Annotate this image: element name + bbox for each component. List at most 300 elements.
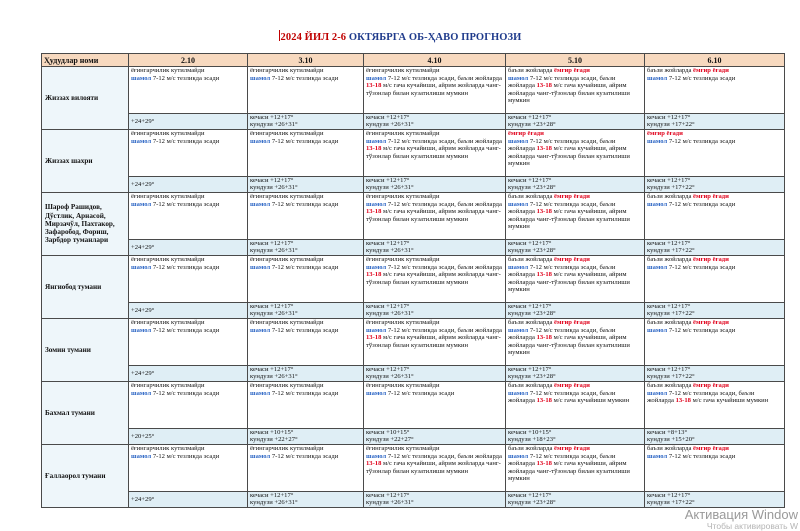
region-weather-row [42,193,785,240]
temp-day: кундузи +23+28° [508,184,556,192]
highlight-wind: шамол [250,326,271,334]
forecast-text: 7-12 м/с тезликда эсади, баъзи жойларда [386,74,502,82]
temperature-cell [248,492,364,508]
temperature-cell [248,303,364,319]
highlight-wind: шамол [131,389,152,397]
temp-night: кечаси +10+15° [366,429,410,436]
temperature-cell [506,177,645,193]
temperature-cell [248,114,364,130]
temperature-cell: +24+29° [129,240,248,256]
forecast-text: ёғингарчилик кутилмайди [250,130,324,137]
forecast-text: баъзи жойларда [508,193,555,200]
temperature-cell [506,429,645,445]
highlight-wind: шамол [647,452,668,460]
forecast-text: м/с гача кучайиши, айрим жойларда чанг-тўзонлар билан кузатилиши мумкин [508,208,630,231]
highlight-red: 13-18 [536,334,552,342]
highlight-wind: шамол [647,200,668,208]
highlight-red: ёмғир ёғади [554,445,590,452]
forecast-text: ёғингарчилик кутилмайди [131,193,205,200]
forecast-text: 7-12 м/с тезликда эсади [667,137,736,145]
forecast-text: м/с гача кучайиши, айрим жойларда чанг-тўзонлар билан кузатилиши мумкин [508,145,630,168]
forecast-text: м/с гача кучайиши, айрим жойларда чанг-тўзонлар билан кузатилиши мумкин [366,82,501,97]
highlight-red: ёмғир ёғади [554,382,590,389]
highlight-red: ёмғир ёғади [508,130,544,137]
temperature-cell: +24+29° [129,303,248,319]
weather-cell [645,445,785,492]
weather-cell [248,256,364,303]
forecast-text: ёғингарчилик кутилмайди [366,445,440,452]
forecast-body [42,67,785,508]
forecast-text: баъзи жойларда [647,382,694,389]
region-name: Янгиобод тумани [42,256,129,319]
temperature-cell [364,303,506,319]
weather-cell [506,319,645,366]
highlight-red: 13-18 [366,145,382,153]
highlight-wind: шамол [366,200,387,208]
forecast-text: ёғингарчилик кутилмайди [250,67,324,74]
forecast-text: ёғингарчилик кутилмайди [131,382,205,389]
highlight-wind: шамол [131,137,152,145]
forecast-text: баъзи жойларда [508,382,555,389]
forecast-text: 7-12 м/с тезликда эсади [151,74,220,82]
highlight-red: 13-18 [536,271,552,279]
forecast-text: 7-12 м/с тезликда эсади, баъзи жойларда [508,263,616,279]
highlight-wind: шамол [508,137,529,145]
forecast-text: 7-12 м/с тезликда эсади [151,263,220,271]
highlight-wind: шамол [131,263,152,271]
highlight-wind: шамол [131,200,152,208]
highlight-red: 13-18 [536,397,552,405]
temp-day: кундузи +22+27° [366,436,414,444]
temperature-cell [506,114,645,130]
highlight-wind: шамол [250,200,271,208]
temp-night: кечаси +10+15° [508,429,552,436]
temp-night: кечаси +12+17° [647,492,691,499]
temperature-cell [506,366,645,382]
highlight-red: ёмғир ёғади [693,319,729,326]
temp-day: кундузи +22+27° [250,436,298,444]
highlight-wind: шамол [366,452,387,460]
temp-day: кундузи +26+31° [366,499,414,507]
weather-cell [129,193,248,240]
temperature-cell: +24+29° [129,492,248,508]
highlight-wind: шамол [250,74,271,82]
temp-night: кечаси +10+15° [250,429,294,436]
highlight-red: ёмғир ёғади [554,256,590,263]
temp-night: кечаси +12+17° [366,177,410,184]
forecast-text: 7-12 м/с тезликда эсади, баъзи жойларда [508,326,616,342]
temperature-cell: +24+29° [129,114,248,130]
weather-cell [506,445,645,492]
region-weather-row [42,256,785,303]
header-day: 2.10 [129,54,248,67]
forecast-text: 7-12 м/с тезликда эсади [151,452,220,460]
weather-cell [248,67,364,114]
highlight-red: ёмғир ёғади [554,193,590,200]
highlight-red: 13-18 [366,334,382,342]
temperature-cell [364,429,506,445]
temp-night: кечаси +12+17° [508,303,552,310]
forecast-text: ёғингарчилик кутилмайди [250,256,324,263]
temperature-cell [645,303,785,319]
temperature-cell [364,177,506,193]
forecast-text: 7-12 м/с тезликда эсади [270,389,339,397]
weather-cell [364,319,506,366]
region-weather-row [42,445,785,492]
weather-cell [645,67,785,114]
forecast-text: 7-12 м/с тезликда эсади [151,137,220,145]
highlight-red: ёмғир ёғади [647,130,683,137]
weather-cell [364,130,506,177]
region-name: Зомин тумани [42,319,129,382]
highlight-wind: шамол [366,263,387,271]
temperature-cell [645,177,785,193]
temp-day: кундузи +17+22° [647,247,695,255]
temp-night: кечаси +12+17° [366,114,410,121]
temp-night: кечаси +12+17° [366,303,410,310]
forecast-text: ёғингарчилик кутилмайди [366,193,440,200]
highlight-red: ёмғир ёғади [554,319,590,326]
region-temp-row [42,114,785,130]
highlight-wind: шамол [508,452,529,460]
forecast-text: 7-12 м/с тезликда эсади [270,137,339,145]
temp-day: кундузи +23+28° [508,310,556,318]
forecast-text: 7-12 м/с тезликда эсади [270,452,339,460]
forecast-text: ёғингарчилик кутилмайди [250,382,324,389]
forecast-text: м/с гача кучайиши, айрим жойларда чанг-тўзонлар билан кузатилиши мумкин [508,82,630,105]
temperature-cell [248,366,364,382]
weather-cell [506,256,645,303]
temp-night: кечаси +12+17° [647,114,691,121]
text-cursor [279,30,280,41]
forecast-text: баъзи жойларда [508,256,555,263]
weather-cell [364,256,506,303]
forecast-text: 7-12 м/с тезликда эсади, баъзи жойларда [386,137,502,145]
weather-cell [364,382,506,429]
highlight-wind: шамол [131,74,152,82]
forecast-text: ёғингарчилик кутилмайди [366,382,440,389]
weather-cell [248,319,364,366]
weather-cell [645,193,785,240]
forecast-text: ёғингарчилик кутилмайди [131,256,205,263]
temp-night: кечаси +8+13° [647,429,688,436]
forecast-text: м/с гача кучайиши мумкин [551,397,630,405]
temp-night: кечаси +12+17° [250,492,294,499]
forecast-text: баъзи жойларда [647,445,694,452]
weather-cell [506,130,645,177]
temperature-cell [364,366,506,382]
temp-night: кечаси +12+17° [250,114,294,121]
forecast-text: м/с гача кучайиши, айрим жойларда чанг-тўзонлар билан кузатилиши мумкин [508,271,630,294]
temp-day: кундузи +18+23° [508,436,556,444]
temperature-cell [248,429,364,445]
highlight-red: ёмғир ёғади [693,445,729,452]
forecast-text: м/с гача кучайиши, айрим жойларда чанг-тўзонлар билан кузатилиши мумкин [508,334,630,357]
forecast-text: м/с гача кучайиши, айрим жойларда чанг-тўзонлар билан кузатилиши мумкин [366,334,501,349]
temp-night: кечаси +12+17° [250,303,294,310]
temp-day: кундузи +26+31° [250,373,298,381]
title-date: 2024 ЙИЛ 2-6 [280,32,347,43]
forecast-text: 7-12 м/с тезликда эсади, баъзи жойларда [508,452,616,468]
highlight-wind: шамол [647,263,668,271]
forecast-text: ёғингарчилик кутилмайди [366,67,440,74]
forecast-text: м/с гача кучайиши мумкин [690,397,769,405]
temp-day: кундузи +17+22° [647,310,695,318]
temp-night: кечаси +12+17° [366,492,410,499]
forecast-text: ёғингарчилик кутилмайди [250,193,324,200]
temperature-cell [645,492,785,508]
temperature-cell [364,114,506,130]
weather-cell [645,256,785,303]
forecast-text: 7-12 м/с тезликда эсади [151,326,220,334]
temp-night: кечаси +12+17° [366,366,410,373]
highlight-red: ёмғир ёғади [693,382,729,389]
forecast-text: ёғингарчилик кутилмайди [366,130,440,137]
weather-cell [364,445,506,492]
region-name: Жиззах шахри [42,130,129,193]
highlight-wind: шамол [647,389,668,397]
highlight-red: ёмғир ёғади [554,67,590,74]
highlight-red: 13-18 [366,208,382,216]
temperature-cell [506,303,645,319]
forecast-text: 7-12 м/с тезликда эсади, баъзи жойларда [386,452,502,460]
weather-cell [129,130,248,177]
highlight-wind: шамол [508,74,529,82]
temp-day: кундузи +26+31° [250,247,298,255]
header-day: 3.10 [248,54,364,67]
temp-night: кечаси +12+17° [508,177,552,184]
weather-cell [248,193,364,240]
temperature-cell: +24+29° [129,366,248,382]
temp-day: кундузи +26+31° [366,184,414,192]
forecast-text: 7-12 м/с тезликда эсади, баъзи жойларда [508,74,616,90]
temp-day: кундузи +26+31° [250,121,298,129]
temp-night: кечаси +12+17° [647,177,691,184]
region-weather-row [42,382,785,429]
header-region: Ҳудудлар номи [42,54,129,67]
weather-cell [129,256,248,303]
weather-cell [248,130,364,177]
highlight-wind: шамол [250,263,271,271]
forecast-text: ёғингарчилик кутилмайди [131,319,205,326]
highlight-wind: шамол [131,326,152,334]
temperature-cell [506,240,645,256]
temperature-cell [506,492,645,508]
temp-night: кечаси +12+17° [366,240,410,247]
forecast-text: м/с гача кучайиши, айрим жойларда чанг-тўзонлар билан кузатилиши мумкин [366,271,501,286]
temp-day: кундузи +15+20° [647,436,695,444]
region-temp-row [42,240,785,256]
temp-day: кундузи +26+31° [250,184,298,192]
weather-cell [506,382,645,429]
highlight-wind: шамол [131,452,152,460]
weather-cell [364,193,506,240]
highlight-wind: шамол [250,452,271,460]
forecast-text: 7-12 м/с тезликда эсади [667,200,736,208]
forecast-text: ёғингарчилик кутилмайди [250,319,324,326]
highlight-red: 13-18 [366,271,382,279]
windows-activation-watermark: Активация Window [684,507,798,522]
temperature-cell: +24+29° [129,177,248,193]
region-temp-row [42,177,785,193]
highlight-wind: шамол [250,137,271,145]
temp-day: кундузи +26+31° [366,310,414,318]
weather-cell [364,67,506,114]
highlight-red: ёмғир ёғади [693,256,729,263]
region-name: Ғаллаорол тумани [42,445,129,508]
weather-cell [645,319,785,366]
highlight-wind: шамол [508,263,529,271]
title-text: ОКТЯБРГА ОБ-ҲАВО ПРОГНОЗИ [346,32,522,43]
highlight-wind: шамол [508,326,529,334]
temp-day: кундузи +26+31° [250,310,298,318]
forecast-text: ёғингарчилик кутилмайди [131,130,205,137]
forecast-text: 7-12 м/с тезликда эсади, баъзи жойларда [508,137,616,153]
forecast-text: 7-12 м/с тезликда эсади, баъзи жойларда [508,200,616,216]
temp-night: кечаси +12+17° [250,240,294,247]
forecast-text: 7-12 м/с тезликда эсади [151,389,220,397]
temp-day: кундузи +23+28° [508,247,556,255]
windows-activation-hint: Чтобы активировать W [706,521,798,531]
temperature-cell [248,240,364,256]
highlight-wind: шамол [508,200,529,208]
forecast-text: 7-12 м/с тезликда эсади [270,263,339,271]
weather-cell [129,67,248,114]
forecast-text: баъзи жойларда [647,319,694,326]
weather-cell [506,67,645,114]
region-temp-row [42,429,785,445]
highlight-wind: шамол [366,389,387,397]
region-name: Шароф Рашидов, Дўстлик, Арнасой, Мирзачўл, Пахтакор, Зафаробод, Фориш, Зарбдор туманлари [42,193,129,256]
temp-day: кундузи +26+31° [366,373,414,381]
forecast-text: 7-12 м/с тезликда эсади, баъзи жойларда [386,326,502,334]
header-row [42,54,785,67]
page-title [0,30,800,43]
highlight-red: 13-18 [536,208,552,216]
highlight-wind: шамол [647,326,668,334]
region-weather-row [42,319,785,366]
highlight-red: 13-18 [675,397,691,405]
forecast-text: баъзи жойларда [508,319,555,326]
forecast-text: ёғингарчилик кутилмайди [131,67,205,74]
temperature-cell [645,366,785,382]
temp-day: кундузи +26+31° [250,499,298,507]
temp-day: кундузи +26+31° [366,121,414,129]
forecast-text: ёғингарчилик кутилмайди [131,445,205,452]
weather-cell [129,319,248,366]
temperature-cell [645,429,785,445]
forecast-table [41,53,785,508]
highlight-red: 13-18 [366,460,382,468]
temp-day: кундузи +23+28° [508,121,556,129]
forecast-text: 7-12 м/с тезликда эсади [270,326,339,334]
forecast-text: баъзи жойларда [508,445,555,452]
region-temp-row [42,492,785,508]
forecast-text: 7-12 м/с тезликда эсади [667,326,736,334]
highlight-wind: шамол [366,326,387,334]
region-name: Бахмал тумани [42,382,129,445]
temperature-cell [364,492,506,508]
temp-night: кечаси +12+17° [647,366,691,373]
forecast-text: ёғингарчилик кутилмайди [366,256,440,263]
highlight-wind: шамол [250,389,271,397]
forecast-text: 7-12 м/с тезликда эсади [386,389,455,397]
forecast-text: м/с гача кучайиши, айрим жойларда чанг-тўзонлар билан кузатилиши мумкин [366,145,501,160]
highlight-wind: шамол [508,389,529,397]
weather-cell [129,445,248,492]
temp-night: кечаси +12+17° [508,492,552,499]
forecast-text: 7-12 м/с тезликда эсади [270,74,339,82]
forecast-text: м/с гача кучайиши, айрим жойларда чанг-тўзонлар билан кузатилиши мумкин [366,208,501,223]
header-day: 6.10 [645,54,785,67]
weather-cell [506,193,645,240]
forecast-text: баъзи жойларда [647,256,694,263]
region-weather-row [42,67,785,114]
highlight-red: 13-18 [366,82,382,90]
temp-night: кечаси +12+17° [647,240,691,247]
header-day: 5.10 [506,54,645,67]
region-temp-row [42,366,785,382]
temp-night: кечаси +12+17° [647,303,691,310]
temp-night: кечаси +12+17° [508,366,552,373]
forecast-text: 7-12 м/с тезликда эсади [667,452,736,460]
temperature-cell [645,114,785,130]
highlight-wind: шамол [647,74,668,82]
region-weather-row [42,130,785,177]
temperature-cell [248,177,364,193]
temperature-cell [645,240,785,256]
highlight-red: ёмғир ёғади [693,67,729,74]
header-day: 4.10 [364,54,506,67]
weather-cell [248,445,364,492]
region-name: Жиззах вилояти [42,67,129,130]
weather-cell [129,382,248,429]
highlight-red: ёмғир ёғади [693,193,729,200]
weather-cell [645,130,785,177]
temp-day: кундузи +17+22° [647,121,695,129]
weather-cell [248,382,364,429]
highlight-red: 13-18 [536,82,552,90]
forecast-text: 7-12 м/с тезликда эсади [667,263,736,271]
forecast-text: ёғингарчилик кутилмайди [366,319,440,326]
temp-day: кундузи +23+28° [508,373,556,381]
forecast-text: баъзи жойларда [647,193,694,200]
temperature-cell: +20+25° [129,429,248,445]
temp-day: кундузи +26+31° [366,247,414,255]
forecast-text: м/с гача кучайиши, айрим жойларда чанг-тўзонлар билан кузатилиши мумкин [508,460,630,483]
temp-night: кечаси +12+17° [250,177,294,184]
temp-day: кундузи +17+22° [647,373,695,381]
temp-night: кечаси +12+17° [250,366,294,373]
temp-day: кундузи +17+22° [647,184,695,192]
highlight-wind: шамол [366,74,387,82]
forecast-text: ёғингарчилик кутилмайди [250,445,324,452]
forecast-text: 7-12 м/с тезликда эсади, баъзи жойларда [647,389,755,405]
region-temp-row [42,303,785,319]
highlight-wind: шамол [366,137,387,145]
temp-night: кечаси +12+17° [508,114,552,121]
forecast-text: м/с гача кучайиши, айрим жойларда чанг-тўзонлар билан кузатилиши мумкин [366,460,501,475]
temp-night: кечаси +12+17° [508,240,552,247]
forecast-text: баъзи жойларда [508,67,555,74]
forecast-text: баъзи жойларда [647,67,694,74]
highlight-red: 13-18 [536,145,552,153]
temp-day: кундузи +17+22° [647,499,695,507]
forecast-text: 7-12 м/с тезликда эсади, баъзи жойларда [508,389,616,405]
forecast-text: 7-12 м/с тезликда эсади, баъзи жойларда [386,200,502,208]
highlight-red: 13-18 [536,460,552,468]
highlight-wind: шамол [647,137,668,145]
